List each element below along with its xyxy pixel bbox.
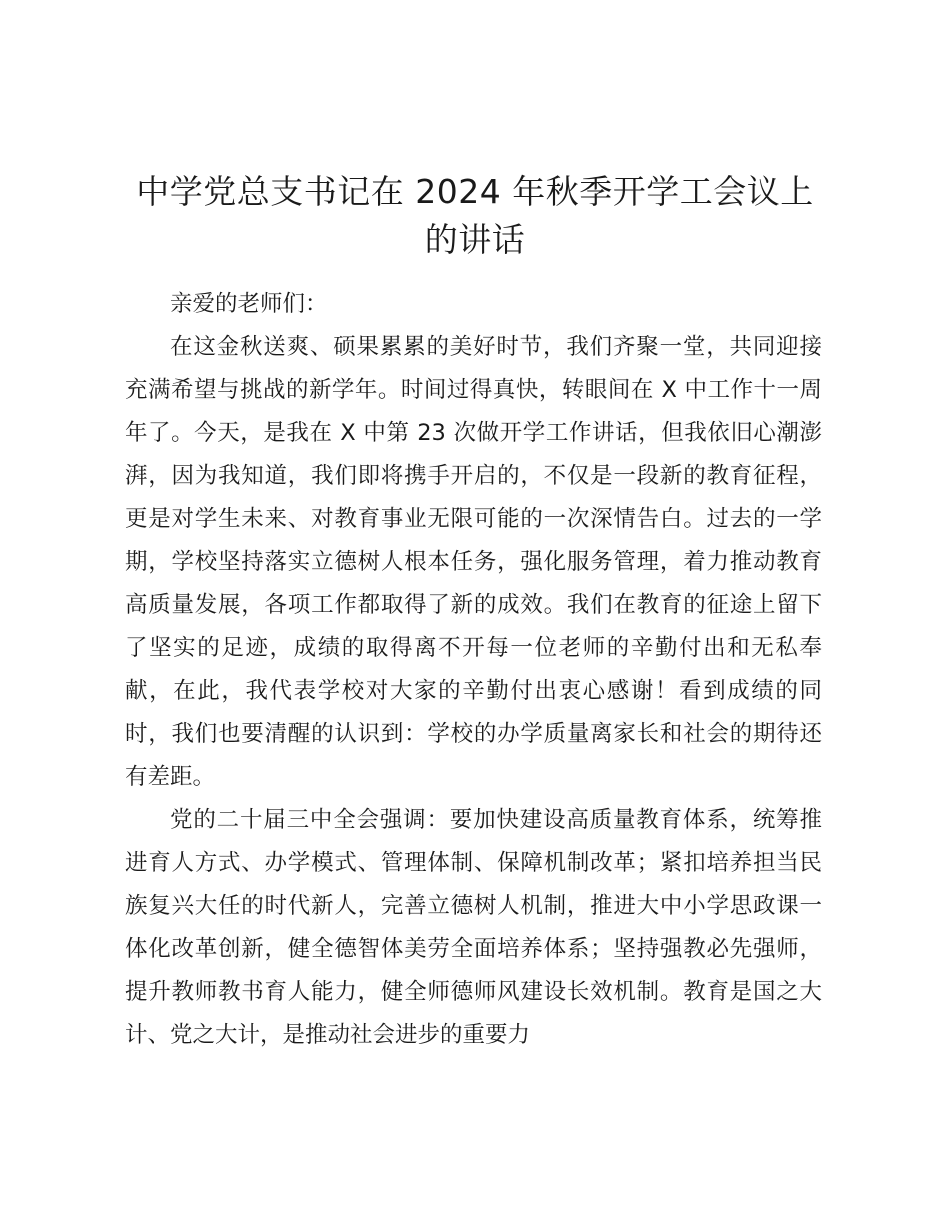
paragraph-2: 党的二十届三中全会强调：要加快建设高质量教育体系，统筹推进育人方式、办学模式、管理体制、保障机制改革；紧扣培养担当民族复兴大任的时代新人，完善立德树人机制，推进大中小学思政课一体化改革创新，健全德智体美劳全面培养体系；坚持强教必先强师，提升教师教书育人能力，健全师德师风建设长效机制。教育是国之大计、党之大计，是推动社会进步的重要力 xyxy=(125,807,822,1048)
document-title: 中学党总支书记在 2024 年秋季开学工会议上的讲话 xyxy=(136,172,814,259)
document-body xyxy=(125,283,822,1057)
paragraph-1: 在这金秋送爽、硕果累累的美好时节，我们齐聚一堂，共同迎接充满希望与挑战的新学年。时间过得真快，转眼间在 X 中工作十一周年了。今天，是我在 X 中第 23 次做开学工作讲话，但我依旧心潮澎湃，因为我知道，我们即将携手开启的，不仅是一段新的教育征程，更是对学生未来、对教育事业无限可能的一次深情告白。过去的一学期，学校坚持落实立德树人根本任务，强化服务管理，着力推动教育高质量发展，各项工作都取得了新的成效。我们在教育的征途上留下了坚实的足迹，成绩的取得离不开每一位老师的辛勤付出和无私奉献，在此，我代表学校对大家的辛勤付出衷心感谢！看到成绩的同时，我们也要清醒的认识到：学校的办学质量离家长和社会的期待还有差距。 xyxy=(125,334,822,790)
greeting: 亲爱的老师们： xyxy=(170,291,328,317)
